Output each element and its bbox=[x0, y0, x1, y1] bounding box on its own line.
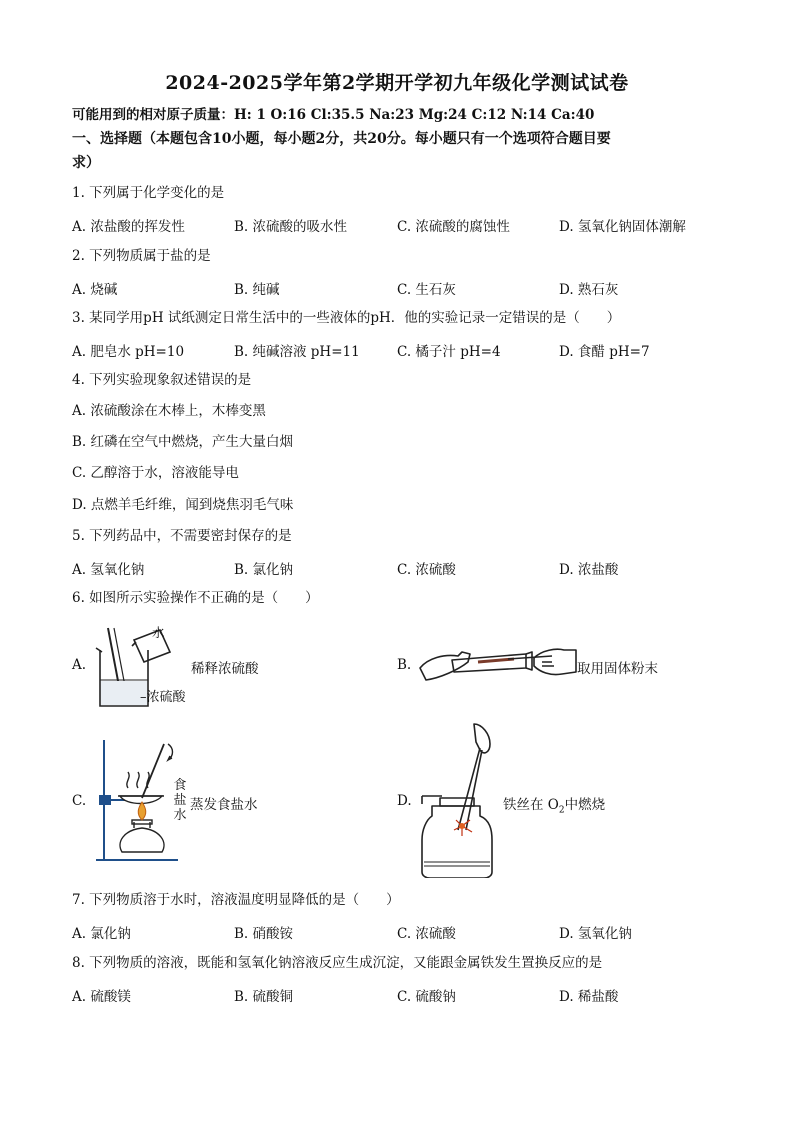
q3-option-a: A. 肥皂水 pH=10 bbox=[72, 344, 185, 360]
q4-option-b: B. 红磷在空气中燃烧，产生大量白烟 bbox=[72, 434, 294, 450]
fig-b-letter: B. bbox=[397, 657, 412, 673]
q2-option-b: B. 纯碱 bbox=[234, 282, 280, 298]
fig-c-letter: C. bbox=[72, 793, 87, 809]
q8-option-d: D. 稀盐酸 bbox=[559, 989, 619, 1005]
fig-d-caption-post: 中燃烧 bbox=[564, 797, 606, 813]
section-heading-line1: 一、选择题（本题包含10小题，每小题2分，共20分。每小题只有一个选项符合题目要 bbox=[72, 131, 611, 147]
q3-option-c: C. 橘子汁 pH=4 bbox=[397, 344, 501, 360]
fig-a-acid-text: 浓硫酸 bbox=[146, 690, 186, 705]
fig-d-caption-pre: 铁丝在 O bbox=[503, 797, 559, 813]
fig-c-evaporation-illustration bbox=[92, 736, 182, 866]
fig-a-acid-label: –浓硫酸 bbox=[140, 690, 186, 705]
page-title: 2024-2025学年第2学期开学初九年级化学测试试卷 bbox=[165, 72, 629, 94]
question-2-stem: 2. 下列物质属于盐的是 bbox=[72, 248, 211, 264]
q4-option-d: D. 点燃羊毛纤维，闻到烧焦羽毛气味 bbox=[72, 497, 294, 513]
section-heading-line2: 求） bbox=[72, 155, 100, 171]
fig-a-water-label: 水 bbox=[152, 625, 165, 640]
q5-option-d: D. 浓盐酸 bbox=[559, 562, 619, 578]
q8-option-b: B. 硫酸铜 bbox=[234, 989, 294, 1005]
q5-option-b: B. 氯化钠 bbox=[234, 562, 294, 578]
q7-option-b: B. 硝酸铵 bbox=[234, 926, 294, 942]
fig-c-caption: 蒸发食盐水 bbox=[190, 797, 258, 813]
q1-option-d: D. 氢氧化钠固体潮解 bbox=[559, 219, 686, 235]
q1-option-b: B. 浓硫酸的吸水性 bbox=[234, 219, 348, 235]
q4-option-a: A. 浓硫酸涂在木棒上，木棒变黑 bbox=[72, 403, 266, 419]
fig-a-caption: 稀释浓硫酸 bbox=[191, 661, 259, 677]
fig-c-vertical-label: 食盐水 bbox=[173, 778, 187, 823]
fig-d-caption-sub: 2 bbox=[558, 805, 565, 816]
q2-option-a: A. 烧碱 bbox=[72, 282, 118, 298]
question-4-stem: 4. 下列实验现象叙述错误的是 bbox=[72, 372, 252, 388]
q7-option-c: C. 浓硫酸 bbox=[397, 926, 456, 942]
question-3-stem: 3. 某同学用pH 试纸测定日常生活中的一些液体的pH．他的实验记录一定错误的是（ ） bbox=[72, 310, 621, 326]
fig-d-caption bbox=[503, 793, 605, 816]
q8-option-a: A. 硫酸镁 bbox=[72, 989, 131, 1005]
fig-d-letter: D. bbox=[397, 793, 412, 809]
question-7-stem: 7. 下列物质溶于水时，溶液温度明显降低的是（ ） bbox=[72, 892, 400, 908]
q1-option-c: C. 浓硫酸的腐蚀性 bbox=[397, 219, 510, 235]
fig-a-letter: A. bbox=[72, 657, 87, 673]
q2-option-c: C. 生石灰 bbox=[397, 282, 456, 298]
fig-d-iron-wire-illustration bbox=[418, 720, 498, 878]
question-6-stem: 6. 如图所示实验操作不正确的是（ ） bbox=[72, 590, 319, 606]
q3-option-b: B. 纯碱溶液 pH=11 bbox=[234, 344, 360, 360]
q2-option-d: D. 熟石灰 bbox=[559, 282, 619, 298]
q3-option-d: D. 食醋 pH=7 bbox=[559, 344, 650, 360]
q7-option-a: A. 氯化钠 bbox=[72, 926, 131, 942]
fig-b-test-tube-illustration bbox=[418, 640, 578, 690]
q5-option-a: A. 氢氧化钠 bbox=[72, 562, 145, 578]
q4-option-c: C. 乙醇溶于水，溶液能导电 bbox=[72, 465, 239, 481]
q5-option-c: C. 浓硫酸 bbox=[397, 562, 456, 578]
fig-b-caption: 取用固体粉末 bbox=[577, 661, 658, 677]
q8-option-c: C. 硫酸钠 bbox=[397, 989, 456, 1005]
question-5-stem: 5. 下列药品中，不需要密封保存的是 bbox=[72, 528, 292, 544]
question-8-stem: 8. 下列物质的溶液，既能和氢氧化钠溶液反应生成沉淀，又能跟金属铁发生置换反应的是 bbox=[72, 955, 603, 971]
q7-option-d: D. 氢氧化钠 bbox=[559, 926, 632, 942]
atomic-masses: 可能用到的相对原子质量：H: 1 O:16 Cl:35.5 Na:23 Mg:24 C:12 N:14 Ca:40 bbox=[72, 107, 595, 123]
q1-option-a: A. 浓盐酸的挥发性 bbox=[72, 219, 185, 235]
question-1-stem: 1. 下列属于化学变化的是 bbox=[72, 185, 225, 201]
